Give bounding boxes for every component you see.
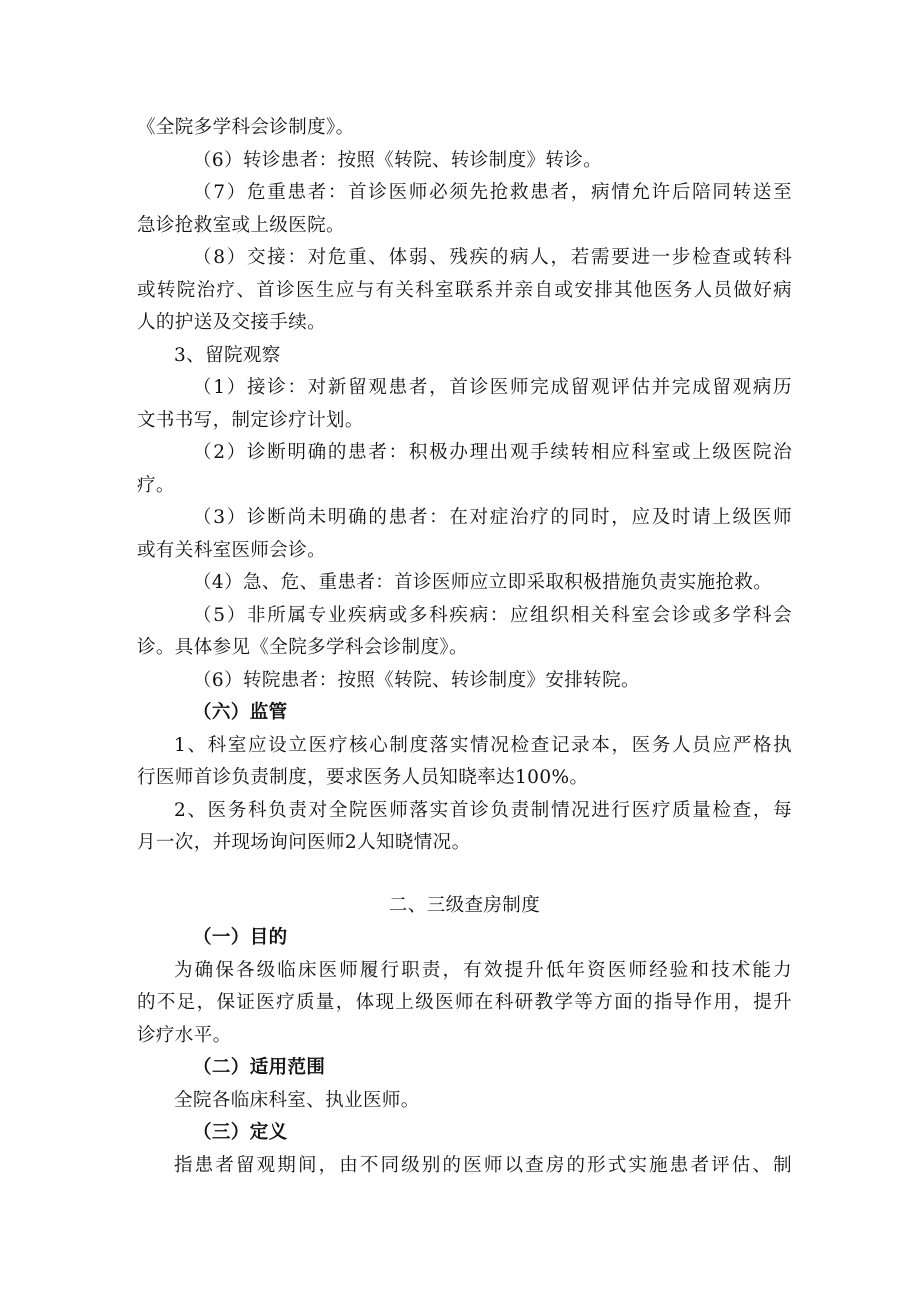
text-line: 文书书写，制定诊疗计划。 bbox=[137, 409, 364, 431]
text-line: 2、医务科负责对全院医师落实首诊负责制情况进行医疗质量检查，每 bbox=[174, 799, 792, 821]
section-heading: 3、留院观察 bbox=[174, 344, 281, 366]
text-line: 或有关科室医师会诊。 bbox=[137, 539, 327, 561]
chapter-title: 二、三级查房制度 bbox=[388, 894, 541, 916]
text-line: 指患者留观期间，由不同级别的医师以查房的形式实施患者评估、制 bbox=[174, 1154, 792, 1176]
document-body bbox=[137, 112, 792, 1182]
text-line: （5）非所属专业疾病或多科疾病：应组织相关科室会诊或多学科会 bbox=[193, 604, 792, 626]
text-line: （4）急、危、重患者：首诊医师应立即采取积极措施负责实施抢救。 bbox=[193, 572, 773, 593]
text-line: 行医师首诊负责制度，要求医务人员知晓率达100%。 bbox=[137, 767, 589, 788]
text-line: 月一次，并现场询问医师2人知晓情况。 bbox=[137, 832, 471, 853]
text-line: 《全院多学科会诊制度》。 bbox=[137, 117, 355, 138]
text-line: （8）交接：对危重、体弱、残疾的病人，若需要进一步检查或转科 bbox=[193, 247, 792, 268]
text-line: 诊疗水平。 bbox=[137, 1024, 232, 1046]
text-line: 全院各临床科室、执业医师。 bbox=[174, 1089, 420, 1111]
text-line: 诊。具体参见《全院多学科会诊制度》。 bbox=[137, 637, 468, 658]
text-line: 为确保各级临床医师履行职责，有效提升低年资医师经验和技术能力 bbox=[174, 959, 792, 981]
text-line: 的不足，保证医疗质量，体现上级医师在科研教学等方面的指导作用，提升 bbox=[137, 992, 792, 1013]
text-line: （1）接诊：对新留观患者，首诊医师完成留观评估并完成留观病历 bbox=[193, 377, 792, 398]
text-line: （6）转院患者：按照《转院、转诊制度》安排转院。 bbox=[193, 669, 640, 691]
subsection-heading: （二）适用范围 bbox=[193, 1057, 326, 1078]
text-line: 或转院治疗、首诊医生应与有关科室联系并亲自或安排其他医务人员做好病 bbox=[137, 279, 792, 301]
text-line: 1、科室应设立医疗核心制度落实情况检查记录本，医务人员应严格执 bbox=[174, 734, 792, 756]
text-line: （6）转诊患者：按照《转院、转诊制度》转诊。 bbox=[193, 149, 603, 171]
text-line: 人的护送及交接手续。 bbox=[137, 312, 327, 333]
subsection-heading: （六）监管 bbox=[193, 702, 288, 723]
spacer bbox=[137, 860, 792, 890]
text-line: 急诊抢救室或上级医院。 bbox=[137, 214, 345, 236]
text-line: （3）诊断尚未明确的患者：在对症治疗的同时，应及时请上级医师 bbox=[193, 507, 792, 528]
text-line: 疗。 bbox=[137, 474, 175, 496]
text-line: （7）危重患者：首诊医师必须先抢救患者，病情允许后陪同转送至 bbox=[193, 182, 792, 203]
subsection-heading: （三）定义 bbox=[193, 1122, 288, 1143]
subsection-heading: （一）目的 bbox=[193, 927, 288, 948]
text-line: （2）诊断明确的患者：积极办理出观手续转相应科室或上级医院治 bbox=[193, 442, 792, 463]
